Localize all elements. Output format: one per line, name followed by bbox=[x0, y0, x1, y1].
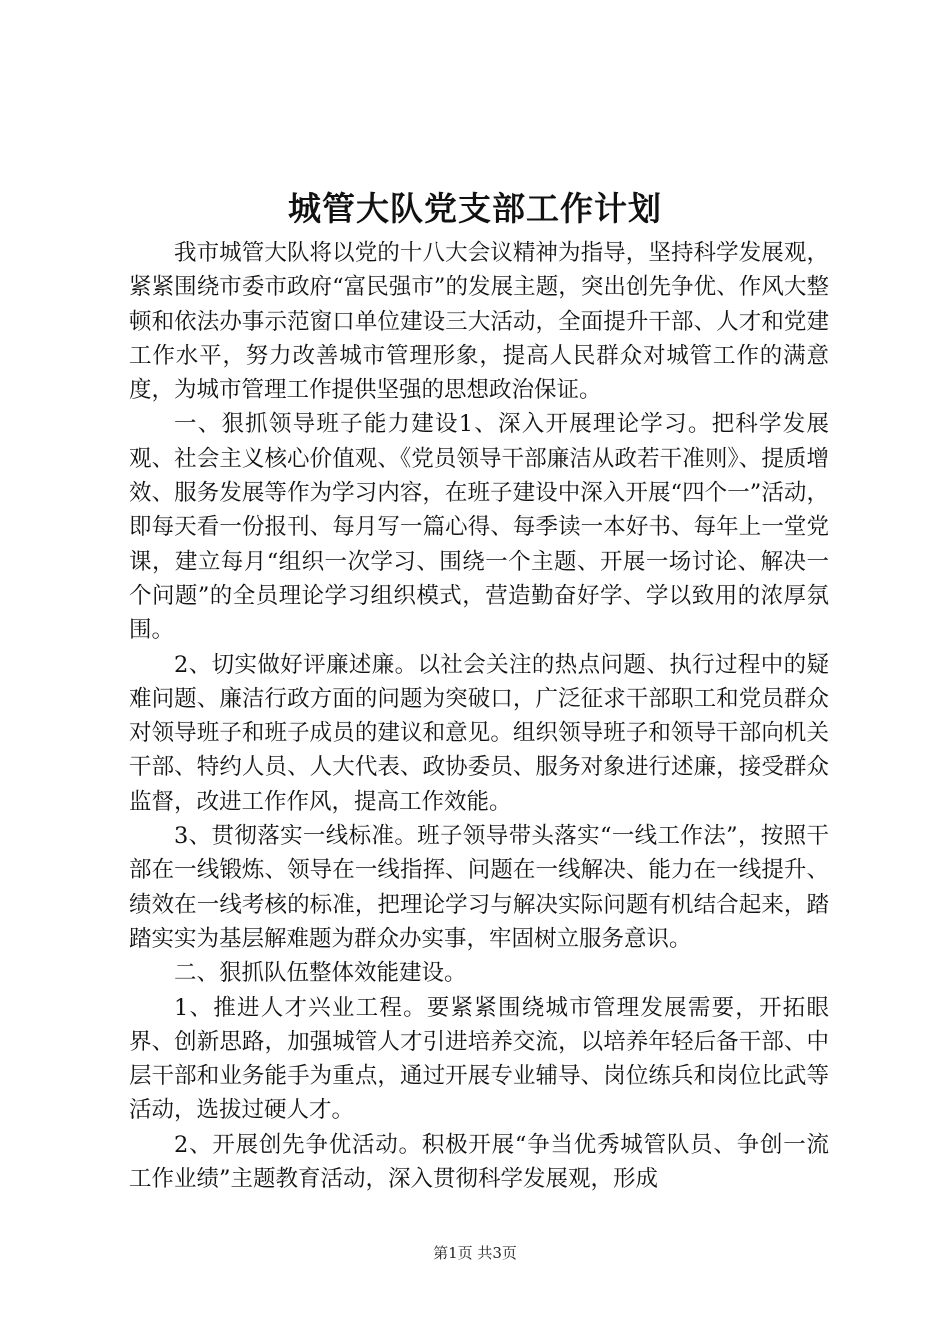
paragraph-section-one: 一、狠抓领导班子能力建设1、深入开展理论学习。把科学发展观、社会主义核心价值观、《党员领导干部廉洁从政若干准则》、提质增效、服务发展等作为学习内容，在班子建设中深入开展“四个一”活动，即每天看一份报刊、每月写一篇心得、每季读一本好书、每年上一堂党课，建立每月“组织一次学习、围绕一个主题、开展一场讨论、解决一个问题”的全员理论学习组织模式，营造勤奋好学、学以致用的浓厚氛围。 bbox=[129, 411, 829, 644]
paragraph-item-2: 2、切实做好评廉述廉。以社会关注的热点问题、执行过程中的疑难问题、廉洁行政方面的问题为突破口，广泛征求干部职工和党员群众对领导班子和班子成员的建议和意见。组织领导班子和领导干部向机关干部、特约人员、人大代表、政协委员、服务对象进行述廉，接受群众监督，改进工作作风，提高工作效能。 bbox=[129, 651, 829, 815]
document-title: 城管大队党支部工作计划 bbox=[288, 189, 662, 228]
paragraph-section-two: 二、狠抓队伍整体效能建设。 bbox=[174, 960, 467, 987]
paragraph-intro: 我市城管大队将以党的十八大会议精神为指导，坚持科学发展观，紧紧围绕市委市政府“富民强市”的发展主题，突出创先争优、作风大整顿和依法办事示范窗口单位建设三大活动，全面提升干部、人才和党建工作水平，努力改善城市管理形象，提高人民群众对城管工作的满意度，为城市管理工作提供坚强的思想政治保证。 bbox=[129, 240, 829, 404]
paragraph-excellence: 2、开展创先争优活动。积极开展“争当优秀城管队员、争创一流工作业绩”主题教育活动，深入贯彻科学发展观，形成 bbox=[129, 1131, 829, 1193]
page-footer: 第1页 共3页 bbox=[433, 1244, 517, 1262]
paragraph-talent: 1、推进人才兴业工程。要紧紧围绕城市管理发展需要，开拓眼界、创新思路，加强城管人才引进培养交流，以培养年轻后备干部、中层干部和业务能手为重点，通过开展专业辅导、岗位练兵和岗位比武等活动，选拔过硬人才。 bbox=[129, 994, 829, 1124]
paragraph-item-3: 3、贯彻落实一线标准。班子领导带头落实“一线工作法”，按照干部在一线锻炼、领导在一线指挥、问题在一线解决、能力在一线提升、绩效在一线考核的标准，把理论学习与解决实际问题有机结合起来，踏踏实实为基层解难题为群众办实事，牢固树立服务意识。 bbox=[129, 823, 829, 952]
document-body bbox=[129, 236, 829, 1196]
